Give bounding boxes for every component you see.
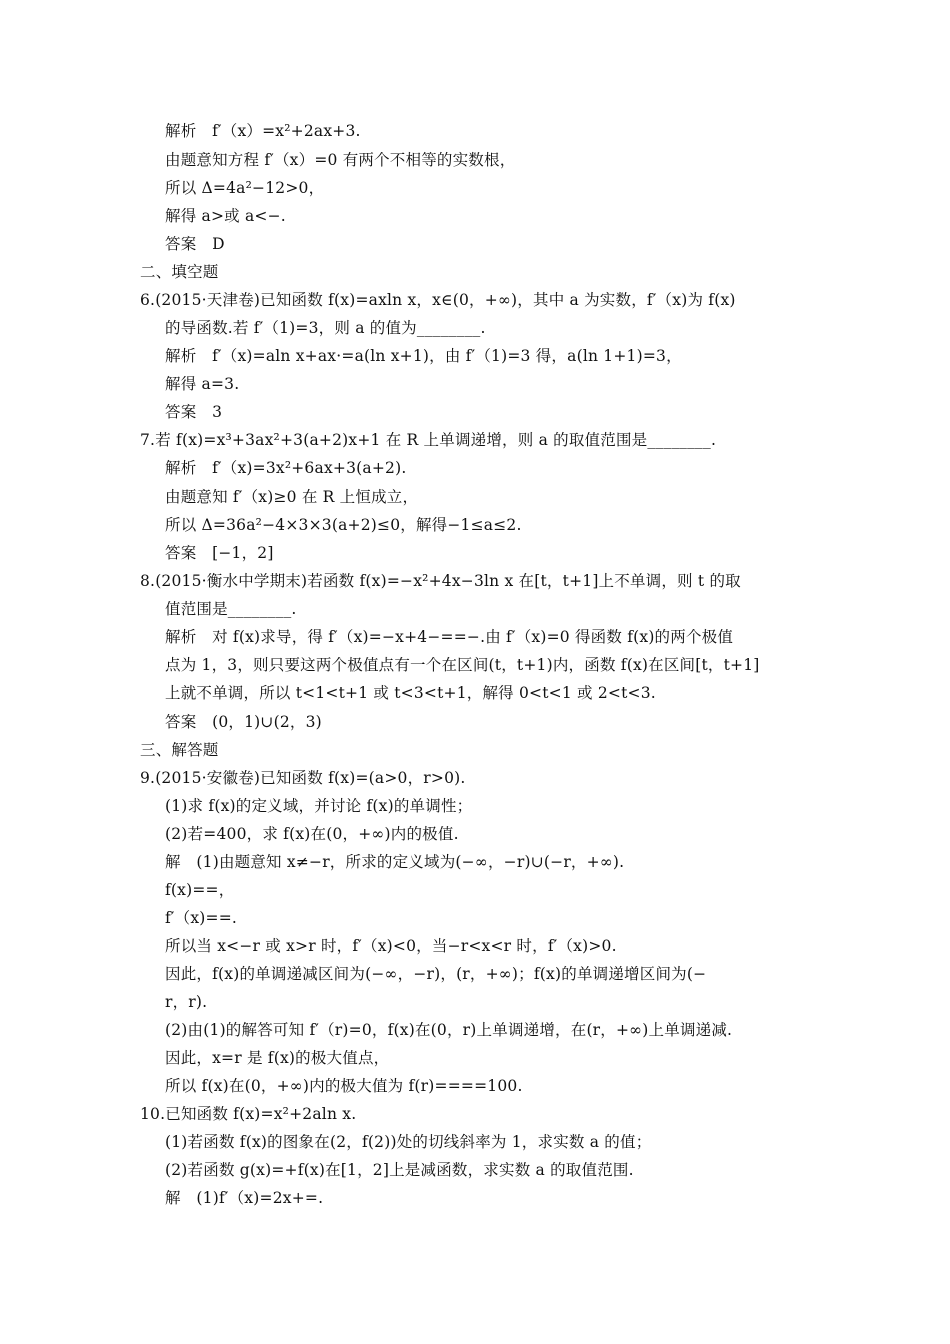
text-line: 值范围是________. [165,600,297,618]
text-line: 答案 (0，1)∪(2，3) [165,713,322,731]
text-line: 由题意知 f′（x)≥0 在 R 上恒成立， [165,488,419,506]
text-line: 解 (1)f′（x)=2x+=. [165,1189,324,1207]
text-line: 解得 a=3. [165,375,240,393]
text-line: 点为 1，3，则只要这两个极值点有一个在区间(t，t+1)内，函数 f(x)在区间[t，t+1] [165,656,760,674]
text-line: 6.(2015·天津卷)已知函数 f(x)=axln x，x∈(0，+∞)，其中 a 为实数，f′（x)为 f(x) [140,291,736,309]
text-line: 7.若 f(x)=x³+3ax²+3(a+2)x+1 在 R 上单调递增，则 a 的取值范围是________. [140,431,717,449]
text-line: 8.(2015·衡水中学期末)若函数 f(x)=−x²+4x−3ln x 在[t，t+1]上不单调，则 t 的取 [140,572,741,590]
text-line: 10.已知函数 f(x)=x²+2aln x. [140,1105,357,1123]
text-line: 三、解答题 [140,741,219,759]
text-line: 解析 f′（x）=x²+2ax+3. [165,122,361,140]
text-line: 二、填空题 [140,263,219,281]
text-line: 解析 f′（x)=3x²+6ax+3(a+2). [165,459,407,477]
text-line: r，r). [165,993,208,1011]
text-line: 答案 [−1，2] [165,544,274,562]
text-line: 所以当 x<−r 或 x>r 时，f′（x)<0，当−r<x<r 时，f′（x)>0. [165,937,617,955]
text-line: 解得 a>或 a<−. [165,207,286,225]
text-line: (1)求 f(x)的定义域，并讨论 f(x)的单调性； [165,797,473,815]
text-line: 解 (1)由题意知 x≠−r，所求的定义域为(−∞，−r)∪(−r，+∞). [165,853,625,871]
text-line: 答案 D [165,235,225,253]
text-line: 答案 3 [165,403,223,421]
text-line: 因此，x=r 是 f(x)的极大值点， [165,1049,390,1067]
text-line: 上就不单调，所以 t<1<t+1 或 t<3<t+1，解得 0<t<1 或 2<t<3. [165,684,656,702]
text-line: 因此，f(x)的单调递减区间为(−∞，−r)，(r，+∞)；f(x)的单调递增区间为(− [165,965,707,983]
text-line: 所以 f(x)在(0，+∞)内的极大值为 f(r)====100. [165,1077,523,1095]
text-line: 所以 Δ=4a²−12>0， [165,179,325,197]
text-line: 的导函数.若 f′（1)=3，则 a 的值为________. [165,319,486,337]
text-line: (2)若函数 g(x)=+f(x)在[1，2]上是减函数，求实数 a 的取值范围. [165,1161,634,1179]
text-line: 9.(2015·安徽卷)已知函数 f(x)=(a>0，r>0). [140,769,466,787]
text-line: 所以 Δ=36a²−4×3×3(a+2)≤0，解得−1≤a≤2. [165,516,522,534]
text-line: 解析 f′（x)=aln x+ax·=a(ln x+1)，由 f′（1)=3 得，a(ln 1+1)=3， [165,347,682,365]
text-line: f(x)==， [165,881,235,899]
text-line: (2)由(1)的解答可知 f′（r)=0，f(x)在(0，r)上单调递增，在(r，+∞)上单调递减. [165,1021,733,1039]
text-line: (1)若函数 f(x)的图象在(2，f(2))处的切线斜率为 1，求实数 a 的值； [165,1133,652,1151]
text-line: 由题意知方程 f′（x）=0 有两个不相等的实数根， [165,151,516,169]
text-line: f′（x)==. [165,909,238,927]
text-line: (2)若=400，求 f(x)在(0，+∞)内的极值. [165,825,459,843]
text-line: 解析 对 f(x)求导，得 f′（x)=−x+4−==−.由 f′（x)=0 得函数 f(x)的两个极值 [165,628,734,646]
